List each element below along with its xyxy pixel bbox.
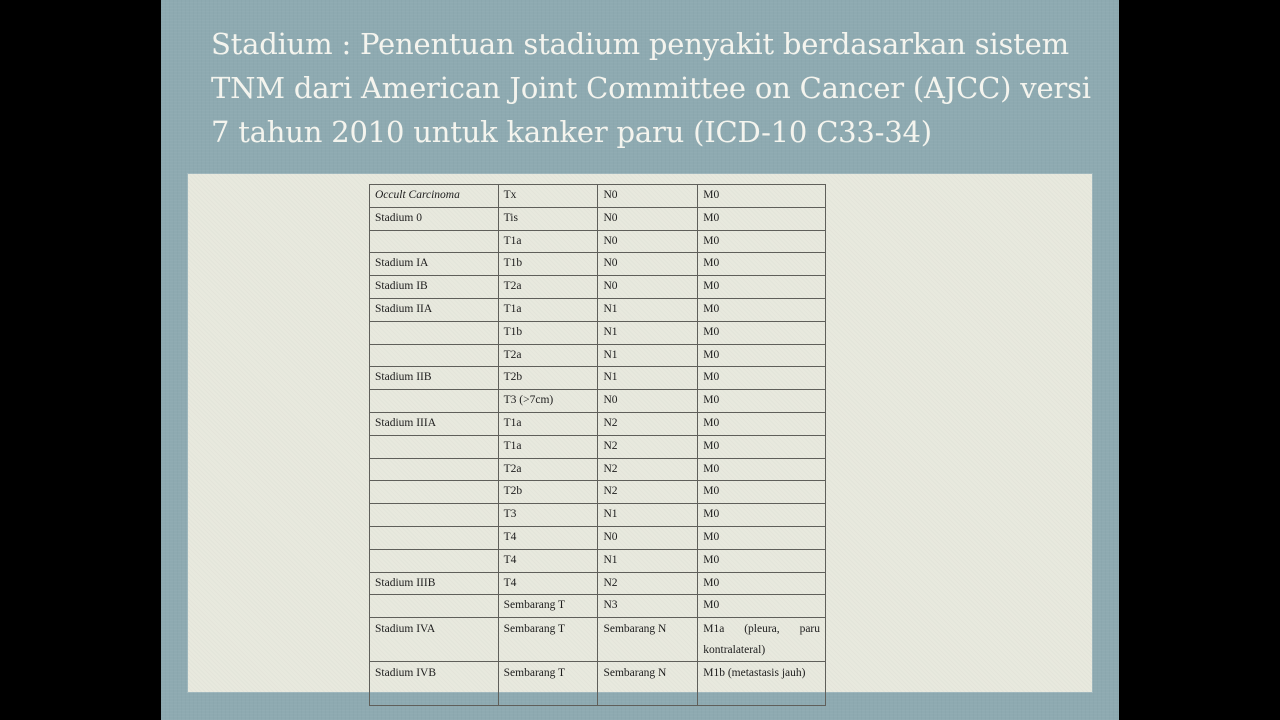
m-cell: M1b (metastasis jauh) — [698, 662, 826, 706]
table-row — [370, 662, 826, 706]
n-cell: N0 — [598, 390, 698, 413]
t-cell: T2a — [498, 276, 598, 299]
n-cell: N1 — [598, 298, 698, 321]
m-cell: M0 — [698, 321, 826, 344]
slide-title: Stadium : Penentuan stadium penyakit berdasarkan sistem TNM dari American Joint Committee on Cancer (AJCC) versi 7 tahun 2010 untuk kanker paru (ICD-10 C33-34) — [211, 27, 1091, 149]
m-cell: M0 — [698, 185, 826, 208]
table-row — [370, 618, 826, 662]
m-cell: M0 — [698, 458, 826, 481]
m-cell: M0 — [698, 276, 826, 299]
t-cell: Sembarang T — [498, 662, 598, 706]
n-cell: N0 — [598, 230, 698, 253]
m-cell: M0 — [698, 435, 826, 458]
t-cell: T2a — [498, 458, 598, 481]
stage-cell: Stadium IA — [370, 253, 499, 276]
table-row — [370, 412, 826, 435]
slide — [161, 0, 1119, 720]
n-cell: N2 — [598, 458, 698, 481]
n-cell: N0 — [598, 253, 698, 276]
m-cell: M0 — [698, 412, 826, 435]
m-cell: M0 — [698, 595, 826, 618]
stage-cell: Stadium IVA — [370, 618, 499, 662]
n-cell: N0 — [598, 207, 698, 230]
table-row — [370, 367, 826, 390]
m-cell: M0 — [698, 572, 826, 595]
stage-cell: Stadium IIIB — [370, 572, 499, 595]
table-row — [370, 390, 826, 413]
t-cell: T2b — [498, 481, 598, 504]
t-cell: T3 (>7cm) — [498, 390, 598, 413]
m-cell: M0 — [698, 298, 826, 321]
m-cell: M0 — [698, 526, 826, 549]
t-cell: Sembarang T — [498, 618, 598, 662]
table-row — [370, 572, 826, 595]
table-row — [370, 481, 826, 504]
table-row — [370, 185, 826, 208]
stage-cell — [370, 321, 499, 344]
m-cell: M0 — [698, 549, 826, 572]
stage-cell: Occult Carcinoma — [370, 185, 499, 208]
n-cell: N2 — [598, 435, 698, 458]
stage-cell: Stadium IIIA — [370, 412, 499, 435]
stage-cell: Stadium IIB — [370, 367, 499, 390]
stage-cell — [370, 526, 499, 549]
n-cell: N1 — [598, 549, 698, 572]
m-cell: M1a (pleura, paru kontralateral) — [698, 618, 826, 662]
m-cell: M0 — [698, 481, 826, 504]
m-cell: M0 — [698, 390, 826, 413]
t-cell: T3 — [498, 504, 598, 527]
t-cell: T4 — [498, 572, 598, 595]
table-row — [370, 435, 826, 458]
n-cell: N0 — [598, 526, 698, 549]
tnm-stage-table — [369, 184, 826, 706]
m-cell: M0 — [698, 230, 826, 253]
stage-cell — [370, 435, 499, 458]
m-cell: M0 — [698, 504, 826, 527]
n-cell: N1 — [598, 321, 698, 344]
stage-cell — [370, 230, 499, 253]
table-row — [370, 230, 826, 253]
table-row — [370, 321, 826, 344]
table-row — [370, 298, 826, 321]
table-row — [370, 526, 826, 549]
table-row — [370, 458, 826, 481]
n-cell: N2 — [598, 481, 698, 504]
stage-cell: Stadium IIA — [370, 298, 499, 321]
table-row — [370, 276, 826, 299]
stage-cell — [370, 344, 499, 367]
stage-cell — [370, 458, 499, 481]
table-panel — [188, 174, 1092, 692]
n-cell: N1 — [598, 367, 698, 390]
stage-cell — [370, 481, 499, 504]
t-cell: Tx — [498, 185, 598, 208]
t-cell: T2a — [498, 344, 598, 367]
t-cell: T1b — [498, 253, 598, 276]
n-cell: N1 — [598, 344, 698, 367]
t-cell: T1a — [498, 298, 598, 321]
table-row — [370, 207, 826, 230]
m-cell: M0 — [698, 207, 826, 230]
t-cell: T1a — [498, 435, 598, 458]
t-cell: T1b — [498, 321, 598, 344]
n-cell: N1 — [598, 504, 698, 527]
n-cell: N2 — [598, 572, 698, 595]
table-row — [370, 504, 826, 527]
stage-cell: Stadium IVB — [370, 662, 499, 706]
n-cell: N0 — [598, 276, 698, 299]
n-cell: Sembarang N — [598, 662, 698, 706]
t-cell: T2b — [498, 367, 598, 390]
m-cell: M0 — [698, 344, 826, 367]
t-cell: Sembarang T — [498, 595, 598, 618]
stage-cell: Stadium 0 — [370, 207, 499, 230]
table-row — [370, 344, 826, 367]
table-row — [370, 549, 826, 572]
n-cell: Sembarang N — [598, 618, 698, 662]
m-cell: M0 — [698, 253, 826, 276]
t-cell: Tis — [498, 207, 598, 230]
t-cell: T4 — [498, 526, 598, 549]
table-row — [370, 253, 826, 276]
n-cell: N3 — [598, 595, 698, 618]
stage-cell — [370, 595, 499, 618]
t-cell: T1a — [498, 230, 598, 253]
t-cell: T1a — [498, 412, 598, 435]
m-cell: M0 — [698, 367, 826, 390]
stage-cell: Stadium IB — [370, 276, 499, 299]
stage-cell — [370, 504, 499, 527]
table-row — [370, 595, 826, 618]
t-cell: T4 — [498, 549, 598, 572]
stage-cell — [370, 549, 499, 572]
n-cell: N2 — [598, 412, 698, 435]
n-cell: N0 — [598, 185, 698, 208]
stage-cell — [370, 390, 499, 413]
